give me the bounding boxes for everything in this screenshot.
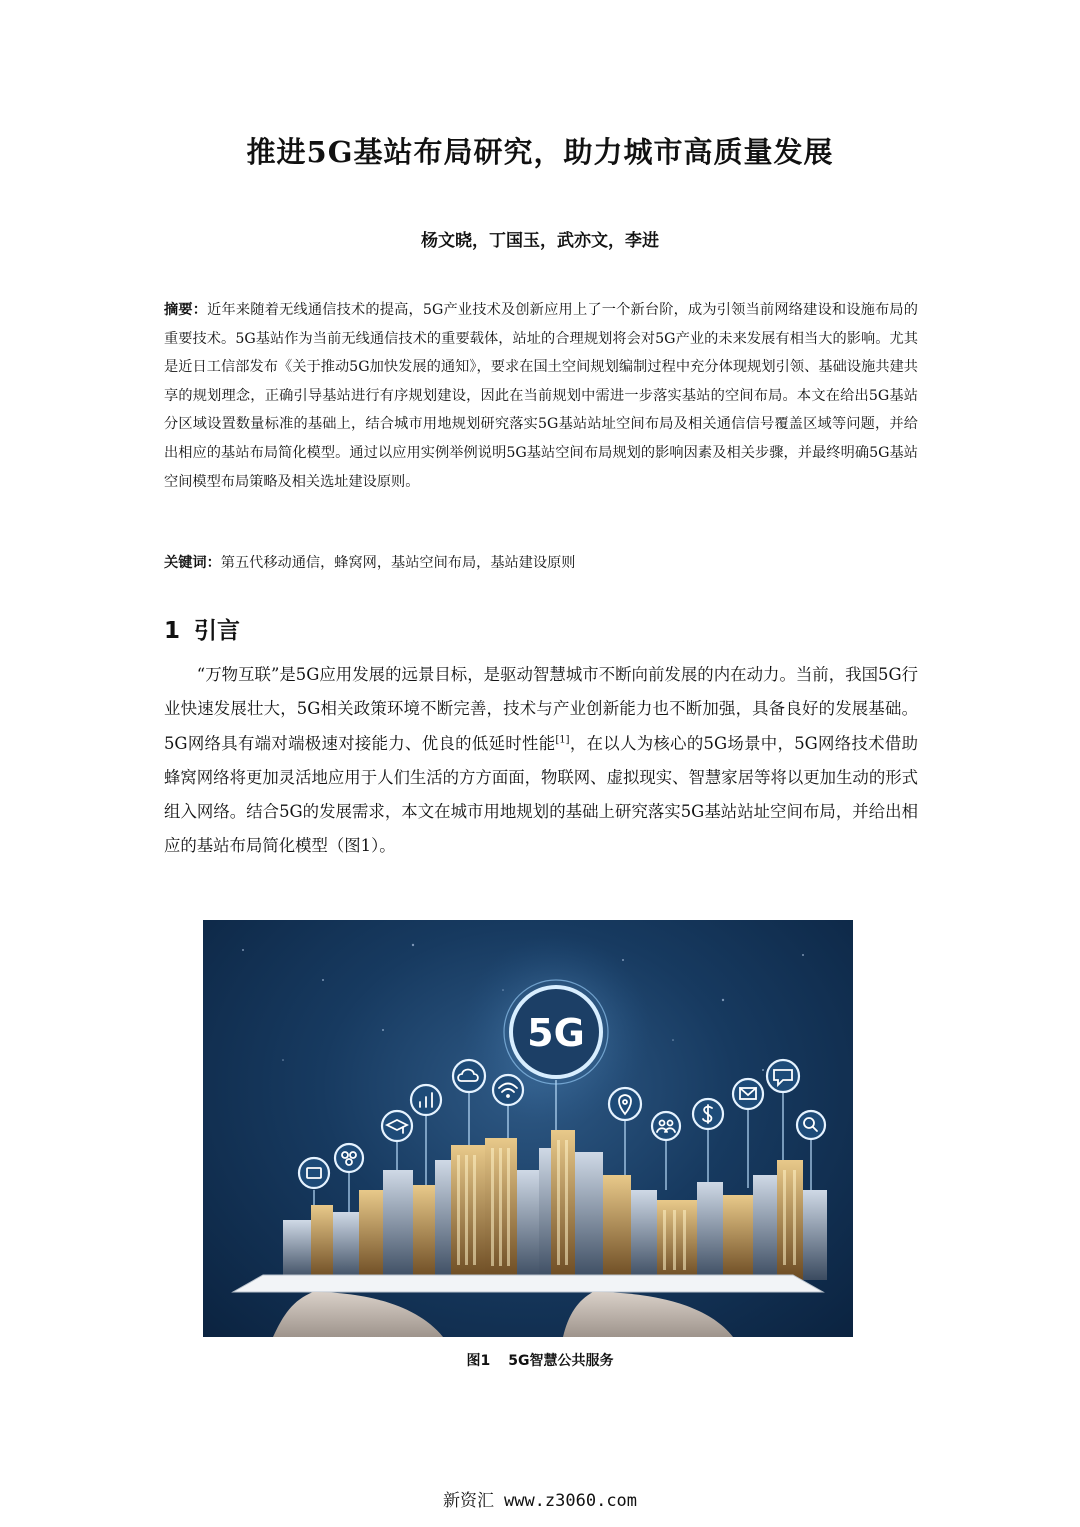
figure-illustration bbox=[203, 920, 853, 1337]
wifi-icon bbox=[493, 1075, 523, 1105]
citation-ref: [1] bbox=[555, 734, 570, 746]
badge-text: 5G bbox=[527, 1011, 585, 1055]
city-skyline bbox=[283, 1130, 827, 1280]
figure-caption bbox=[0, 1350, 1080, 1370]
people-icon bbox=[652, 1112, 680, 1140]
paper-authors: 杨文晓，丁国玉，武亦文，李进 bbox=[421, 231, 659, 251]
tablet-device bbox=[233, 1275, 823, 1292]
keywords-label: 关键词： bbox=[164, 555, 221, 571]
footer-site-name: 新资汇 bbox=[442, 1491, 494, 1511]
caption-text: 5G智慧公共服务 bbox=[508, 1353, 614, 1369]
figure-5g-smart-city bbox=[203, 920, 853, 1337]
paper-title: 推进5G基站布局研究，助力城市高质量发展 bbox=[246, 135, 834, 169]
graduation-cap-icon bbox=[382, 1111, 412, 1141]
section-title: 引言 bbox=[194, 618, 241, 644]
abstract-text: 近年来随着无线通信技术的提高，5G产业技术及创新应用上了一个新台阶，成为引领当前网络建设和设施布局的重要技术。5G基站作为当前无线通信技术的重要载体，站址的合理规划将会对5G产业的未来发展有相当大的影响。尤其是近日工信部发布《关于推动5G加快发展的通知》，要求在国土空间规划编制过程中充分体现规划引领、基础设施共建共享的规划理念，正确引导基站进行有序规划建设，因此在当前规划中需进一步落实基站的空间布局。本文在给出5G基站分区域设置数量标准的基础上，结合城市用地规划研究落实5G基站站址空间布局及相关通信信号覆盖区域等问题，并给出相应的基站布局简化模型。通过以应用实例举例说明5G基站空间布局规划的影响因素及相关步骤，并最终明确5G基站空间模型布局策略及相关选址建设原则。 bbox=[164, 302, 918, 490]
abstract-label: 摘要： bbox=[164, 302, 208, 318]
section-heading bbox=[164, 612, 240, 645]
caption-number: 图1 bbox=[466, 1353, 491, 1369]
chat-bubble-icon bbox=[767, 1060, 799, 1092]
tablet-icon bbox=[299, 1158, 329, 1188]
body-text-part1: “万物互联”是5G应用发展的远景目标，是驱动智慧城市不断向前发展的内在动力。当前，我国5G行业快速发展壮大，5G相关政策环境不断完善，技术与产业创新能力也不断加强，具备良好的发展基础。5G网络具有端对端极速对接能力、优良的低延时性能 bbox=[164, 665, 918, 753]
footer-url[interactable]: www.z3060.com bbox=[503, 1491, 638, 1511]
keywords bbox=[164, 550, 918, 576]
magnifier-icon bbox=[797, 1111, 825, 1139]
5g-badge bbox=[504, 980, 608, 1084]
section-number: 1 bbox=[164, 618, 181, 644]
abstract bbox=[164, 296, 918, 496]
right-hand bbox=[563, 1292, 733, 1337]
body-paragraph bbox=[164, 658, 918, 864]
body-text-part2: ，在以人为核心的5G场景中，5G网络技术借助蜂窝网络将更加灵活地应用于人们生活的方方面面，物联网、虚拟现实、智慧家居等将以更加生动的形式组入网络。结合5G的发展需求，本文在城市用地规划的基础上研究落实5G基站站址空间布局，并给出相应的基站布局简化模型（图1）。 bbox=[164, 733, 918, 856]
page-footer bbox=[0, 1486, 1080, 1511]
molecule-icon bbox=[335, 1144, 363, 1172]
keywords-text: 第五代移动通信，蜂窝网，基站空间布局，基站建设原则 bbox=[220, 555, 576, 571]
left-hand bbox=[273, 1292, 443, 1337]
